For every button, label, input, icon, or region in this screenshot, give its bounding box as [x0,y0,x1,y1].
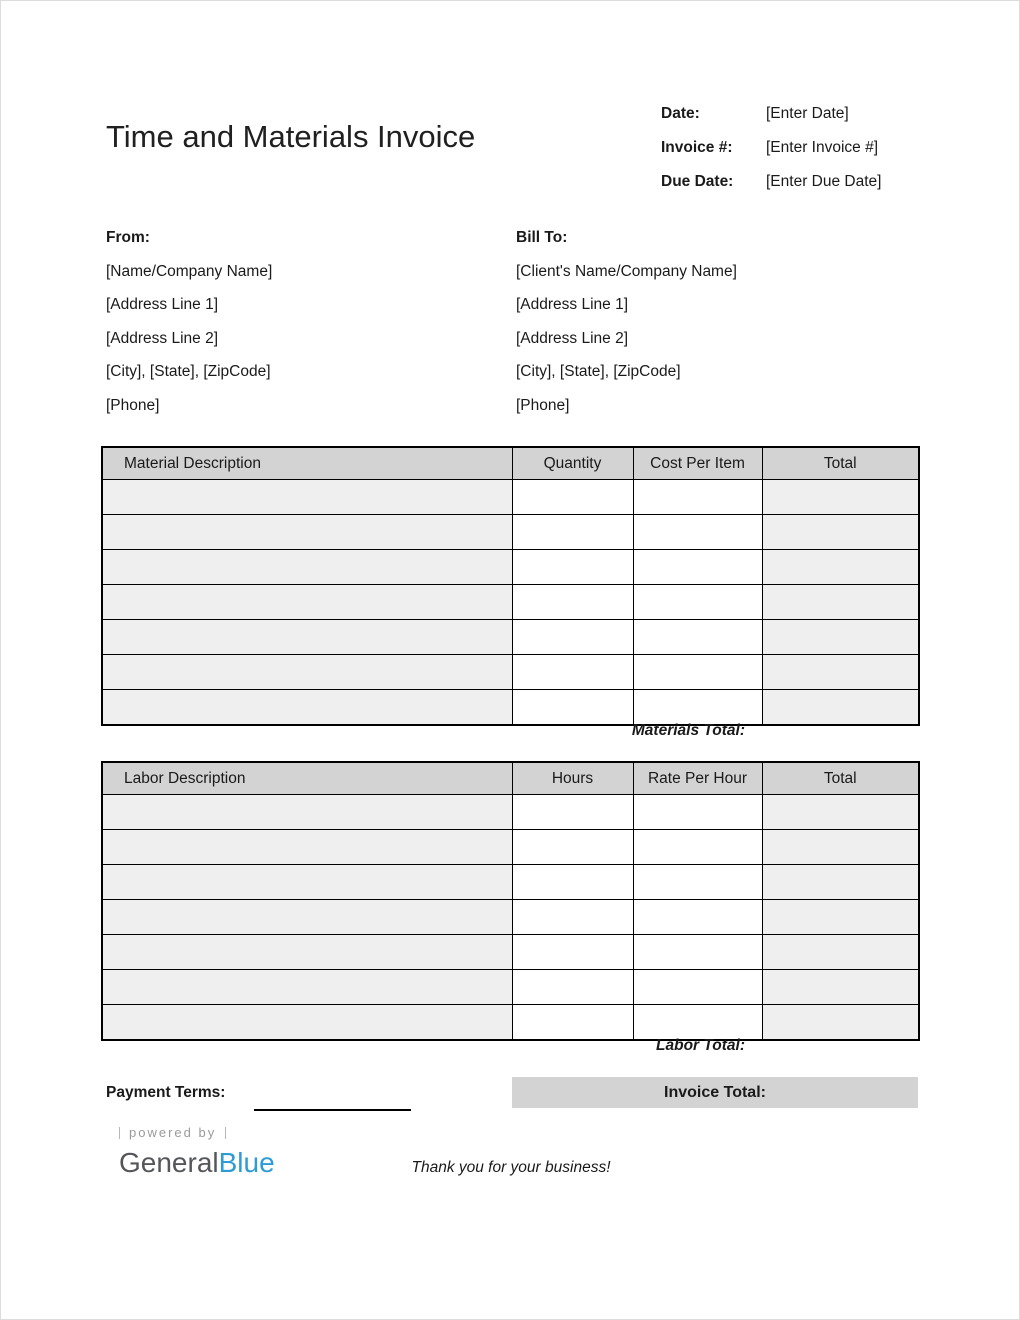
table-cell[interactable] [633,865,762,900]
labor-total-label: Labor Total: [656,1037,745,1054]
table-row [102,900,919,935]
table-cell[interactable] [762,585,919,620]
bill-to-name-field[interactable]: [Client's Name/Company Name] [516,262,737,280]
table-cell[interactable] [102,515,512,550]
due-date-value[interactable]: [Enter Due Date] [766,173,882,190]
table-cell[interactable] [633,795,762,830]
table-cell[interactable] [512,480,633,515]
invoice-meta [661,97,881,199]
labor-header-rate: Rate Per Hour [633,762,762,795]
table-row [102,830,919,865]
table-cell[interactable] [762,655,919,690]
from-label: From: [106,229,150,246]
labor-header-hours: Hours [512,762,633,795]
table-cell[interactable] [512,550,633,585]
table-cell[interactable] [633,935,762,970]
table-cell[interactable] [762,795,919,830]
table-cell[interactable] [512,830,633,865]
table-cell[interactable] [512,655,633,690]
table-cell[interactable] [512,690,633,726]
table-cell[interactable] [633,830,762,865]
table-cell[interactable] [633,970,762,1005]
table-cell[interactable] [102,655,512,690]
bill-to-label: Bill To: [516,229,568,246]
table-cell[interactable] [762,550,919,585]
bill-to-address2-field[interactable]: [Address Line 2] [516,329,629,347]
table-cell[interactable] [102,550,512,585]
invoice-number-row [661,131,881,165]
table-cell[interactable] [102,1005,512,1041]
materials-total-value[interactable] [763,720,916,744]
thank-you-message: Thank you for your business! [411,1159,611,1176]
materials-header-row [102,447,919,480]
table-cell[interactable] [512,1005,633,1041]
table-row [102,550,919,585]
labor-header-row [102,762,919,795]
table-cell[interactable] [102,690,512,726]
date-row [661,97,881,131]
table-cell[interactable] [633,550,762,585]
table-cell[interactable] [512,865,633,900]
invoice-number-value[interactable]: [Enter Invoice #] [766,139,879,156]
table-cell[interactable] [102,935,512,970]
table-cell[interactable] [102,900,512,935]
table-cell[interactable] [633,690,762,726]
table-cell[interactable] [512,515,633,550]
table-cell[interactable] [633,585,762,620]
table-row [102,970,919,1005]
table-cell[interactable] [512,970,633,1005]
materials-header-total: Total [762,447,919,480]
from-name-field[interactable]: [Name/Company Name] [106,262,273,280]
table-cell[interactable] [512,795,633,830]
table-cell[interactable] [633,620,762,655]
labor-table-body [102,795,919,1041]
table-cell[interactable] [102,620,512,655]
table-row [102,935,919,970]
table-row [102,865,919,900]
materials-total-label: Materials Total: [631,722,745,739]
table-cell[interactable] [762,515,919,550]
table-row [102,620,919,655]
table-cell[interactable] [633,900,762,935]
from-city-field[interactable]: [City], [State], [ZipCode] [106,363,271,381]
materials-header-cost: Cost Per Item [633,447,762,480]
invoice-number-label: Invoice #: [661,139,733,156]
brand-blue-text: Blue [218,1146,275,1178]
labor-header-description: Labor Description [102,762,512,795]
date-value[interactable]: [Enter Date] [766,105,849,122]
payment-terms-input[interactable] [254,1089,411,1111]
materials-header-quantity: Quantity [512,447,633,480]
table-cell[interactable] [512,620,633,655]
from-address1-field[interactable]: [Address Line 1] [106,296,219,314]
due-date-label: Due Date: [661,173,734,190]
table-row [102,795,919,830]
due-date-row [661,165,881,199]
table-cell[interactable] [633,480,762,515]
table-cell[interactable] [512,585,633,620]
table-cell[interactable] [102,970,512,1005]
table-cell[interactable] [633,655,762,690]
table-cell[interactable] [102,865,512,900]
table-cell[interactable] [762,970,919,1005]
bill-to-phone-field[interactable]: [Phone] [516,396,570,414]
table-cell[interactable] [762,620,919,655]
bill-to-city-field[interactable]: [City], [State], [ZipCode] [516,363,681,381]
table-cell[interactable] [102,830,512,865]
page-title: Time and Materials Invoice [106,119,476,154]
invoice-total-label: Invoice Total: [664,1083,766,1101]
materials-table-body [102,480,919,726]
table-cell[interactable] [512,900,633,935]
date-label: Date: [661,105,700,122]
materials-header-description: Material Description [102,447,512,480]
from-address2-field[interactable]: [Address Line 2] [106,329,219,347]
labor-total-value[interactable] [763,1035,916,1059]
from-phone-field[interactable]: [Phone] [106,396,160,414]
table-cell[interactable] [762,900,919,935]
from-block [106,221,272,423]
labor-table [101,761,920,1041]
table-cell[interactable] [102,585,512,620]
table-row [102,515,919,550]
brand-general-text: General [119,1146,219,1178]
table-row [102,585,919,620]
bill-to-address1-field[interactable]: [Address Line 1] [516,296,629,314]
table-cell[interactable] [512,935,633,970]
materials-table [101,446,920,726]
table-row [102,480,919,515]
payment-terms-label: Payment Terms: [106,1084,226,1101]
invoice-total-box [512,1077,918,1108]
table-cell[interactable] [762,865,919,900]
table-cell[interactable] [633,515,762,550]
table-cell[interactable] [102,795,512,830]
table-cell[interactable] [762,935,919,970]
powered-by-text: powered by [119,1125,226,1140]
table-cell[interactable] [762,480,919,515]
table-row [102,655,919,690]
labor-header-total: Total [762,762,919,795]
table-cell[interactable] [633,1005,762,1041]
table-cell[interactable] [102,480,512,515]
table-cell[interactable] [762,830,919,865]
bill-to-block [516,221,737,423]
